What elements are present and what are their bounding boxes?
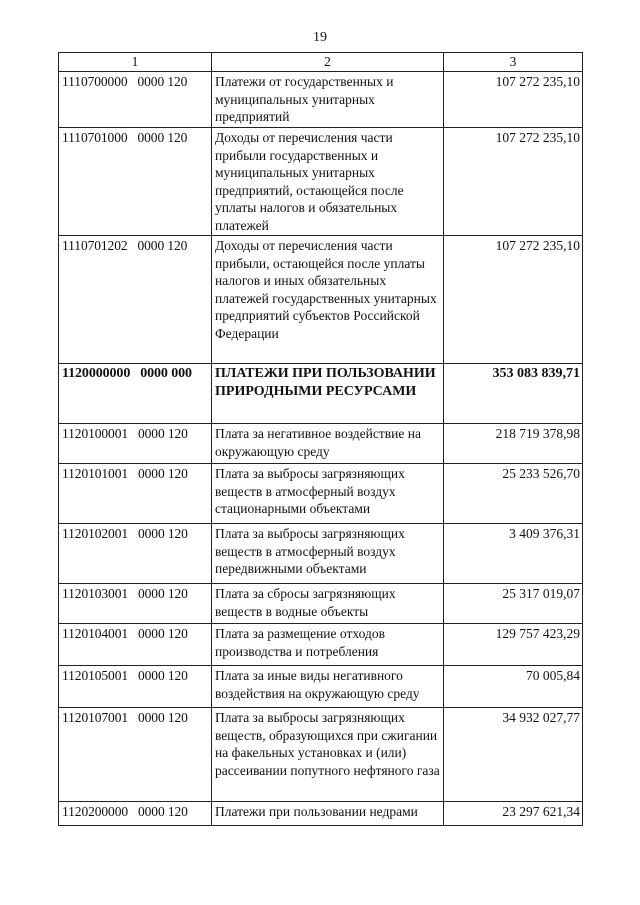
- budget-code: 1120100001: [62, 426, 128, 441]
- budget-code: 1110700000: [62, 74, 128, 89]
- budget-code-cell: [59, 128, 212, 236]
- budget-table-body: [59, 53, 583, 826]
- income-kind-code: 0000 120: [138, 626, 188, 641]
- income-name: Плата за размещение отходов производства и потребления: [212, 624, 444, 666]
- income-name: Доходы от перечисления части прибыли, остающейся после уплаты налогов и иных обязательных платежей государственных унитарных предприятий субъектов Российской Федерации: [212, 236, 444, 364]
- budget-code: 1120000000: [62, 366, 131, 381]
- table-row: [59, 364, 583, 424]
- budget-code: 1120200000: [62, 804, 128, 819]
- budget-code: 1120103001: [62, 586, 128, 601]
- budget-code: 1120105001: [62, 668, 128, 683]
- table-row: [59, 464, 583, 524]
- budget-table: [58, 52, 583, 826]
- income-kind-code: 0000 000: [140, 366, 192, 381]
- budget-code-cell: [59, 666, 212, 708]
- income-name: Доходы от перечисления части прибыли государственных и муниципальных унитарных предприятий, остающейся после уплаты налогов и обязательных платежей: [212, 128, 444, 236]
- income-name: Плата за сбросы загрязняющих веществ в водные объекты: [212, 584, 444, 624]
- budget-code-cell: [59, 584, 212, 624]
- budget-code-cell: [59, 624, 212, 666]
- income-name: Платежи при пользовании недрами: [212, 802, 444, 826]
- table-row: [59, 584, 583, 624]
- budget-code: 1120107001: [62, 710, 128, 725]
- budget-code-cell: [59, 424, 212, 464]
- table-row: [59, 708, 583, 802]
- amount: 107 272 235,10: [444, 72, 583, 128]
- income-kind-code: 0000 120: [138, 426, 188, 441]
- amount: 34 932 027,77: [444, 708, 583, 802]
- income-kind-code: 0000 120: [138, 668, 188, 683]
- budget-code: 1110701202: [62, 238, 128, 253]
- table-row: [59, 624, 583, 666]
- budget-code-cell: [59, 708, 212, 802]
- budget-code: 1120104001: [62, 626, 128, 641]
- table-row: [59, 666, 583, 708]
- budget-code-cell: [59, 72, 212, 128]
- income-kind-code: 0000 120: [138, 804, 188, 819]
- income-name: ПЛАТЕЖИ ПРИ ПОЛЬЗОВАНИИ ПРИРОДНЫМИ РЕСУРСАМИ: [212, 364, 444, 424]
- table-row: [59, 524, 583, 584]
- table-row: [59, 424, 583, 464]
- table-header-row: [59, 53, 583, 72]
- income-name: Плата за выбросы загрязняющих веществ, образующихся при сжигании на факельных установках и (или) рассеивании попутного нефтяного газа: [212, 708, 444, 802]
- table-row: [59, 128, 583, 236]
- column-header-1: 1: [59, 53, 212, 72]
- income-kind-code: 0000 120: [137, 238, 188, 253]
- amount: 129 757 423,29: [444, 624, 583, 666]
- amount: 218 719 378,98: [444, 424, 583, 464]
- budget-code-cell: [59, 236, 212, 364]
- amount: 353 083 839,71: [444, 364, 583, 424]
- amount: 70 005,84: [444, 666, 583, 708]
- income-kind-code: 0000 120: [138, 466, 188, 481]
- budget-code: 1110701000: [62, 130, 128, 145]
- column-header-3: 3: [444, 53, 583, 72]
- income-kind-code: 0000 120: [137, 130, 188, 145]
- table-row: [59, 236, 583, 364]
- budget-code: 1120101001: [62, 466, 128, 481]
- budget-code-cell: [59, 802, 212, 826]
- income-kind-code: 0000 120: [138, 526, 188, 541]
- income-kind-code: 0000 120: [138, 586, 188, 601]
- amount: 25 317 019,07: [444, 584, 583, 624]
- income-kind-code: 0000 120: [137, 74, 188, 89]
- table-row: [59, 72, 583, 128]
- table-row: [59, 802, 583, 826]
- amount: 107 272 235,10: [444, 236, 583, 364]
- income-name: Плата за выбросы загрязняющих веществ в атмосферный воздух стационарными объектами: [212, 464, 444, 524]
- amount: 25 233 526,70: [444, 464, 583, 524]
- amount: 3 409 376,31: [444, 524, 583, 584]
- income-name: Платежи от государственных и муниципальных унитарных предприятий: [212, 72, 444, 128]
- income-name: Плата за негативное воздействие на окружающую среду: [212, 424, 444, 464]
- income-name: Плата за выбросы загрязняющих веществ в атмосферный воздух передвижными объектами: [212, 524, 444, 584]
- budget-code-cell: [59, 464, 212, 524]
- budget-code: 1120102001: [62, 526, 128, 541]
- budget-code-cell: [59, 364, 212, 424]
- column-header-2: 2: [212, 53, 444, 72]
- income-name: Плата за иные виды негативного воздействия на окружающую среду: [212, 666, 444, 708]
- amount: 23 297 621,34: [444, 802, 583, 826]
- budget-code-cell: [59, 524, 212, 584]
- income-kind-code: 0000 120: [138, 710, 188, 725]
- amount: 107 272 235,10: [444, 128, 583, 236]
- page-number: 19: [313, 30, 327, 45]
